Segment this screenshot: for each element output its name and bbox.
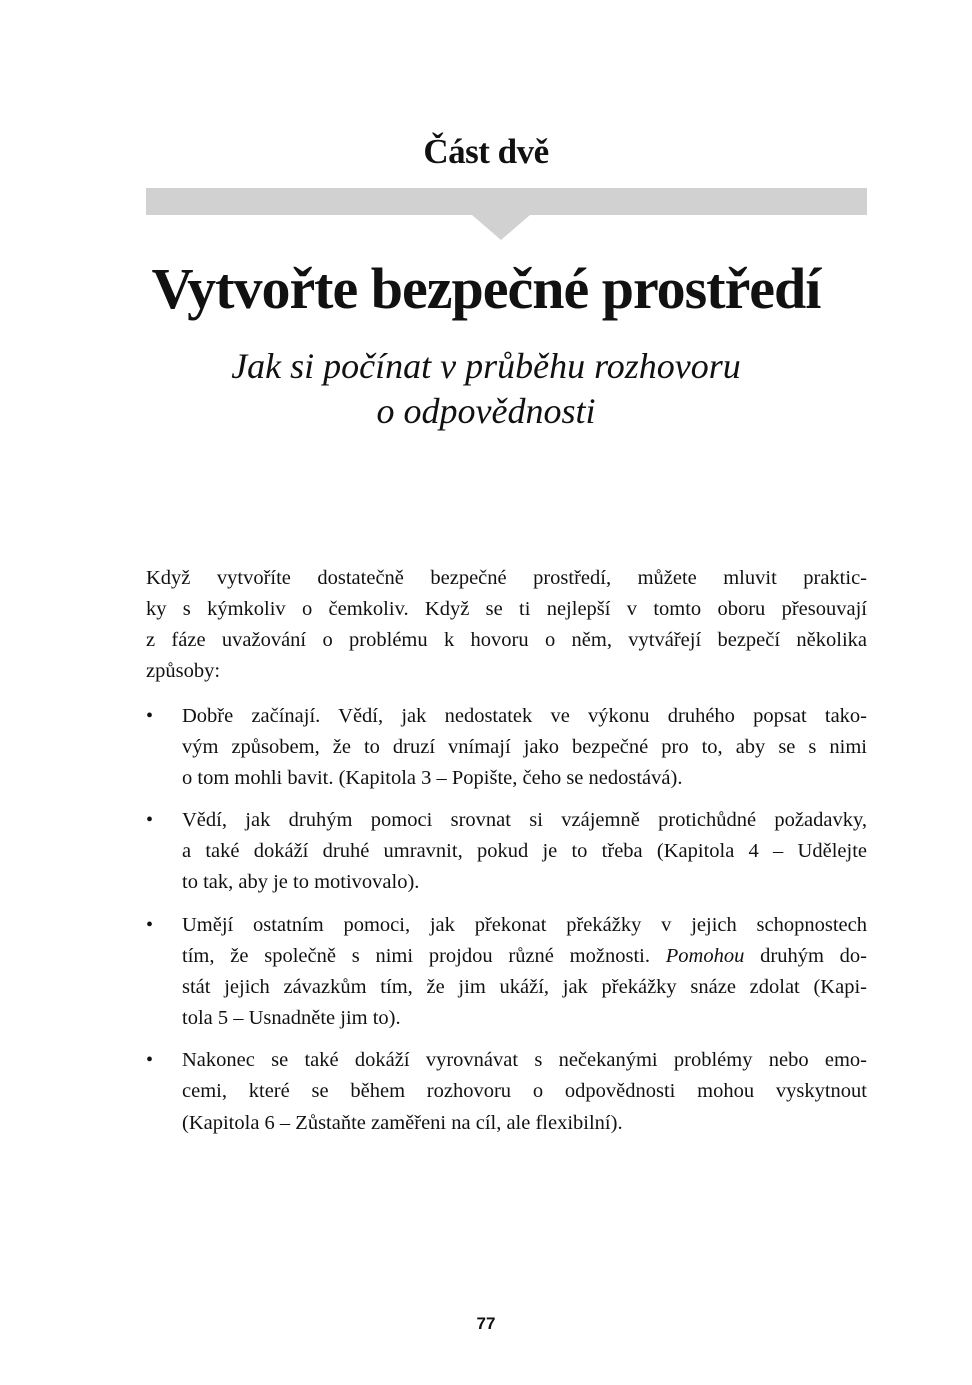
bullet-icon: •: [146, 914, 154, 936]
text-line: vým způsobem, že to druzí vnímají jako bezpečné pro to, aby se s nimi: [182, 736, 867, 758]
text-line: a také dokáží druhé umravnit, pokud je to třeba (Kapitola 4 – Udělejte: [182, 840, 867, 862]
text-line: Dobře začínají. Vědí, jak nedostatek ve výkonu druhého popsat tako-: [182, 705, 867, 727]
text-line: z fáze uvažování o problému k hovoru o něm, vytvářejí bezpečí několika: [146, 629, 867, 651]
text-line: Vědí, jak druhým pomoci srovnat si vzájemně protichůdné požadavky,: [182, 809, 867, 831]
text-line: cemi, které se během rozhovoru o odpovědnosti mohou vyskytnout: [182, 1080, 867, 1102]
text-line: stát jejich závazkům tím, že jim ukáží, jak překážky snáze zdolat (Kapi-: [182, 976, 867, 998]
text-line: o tom mohli bavit. (Kapitola 3 – Popište, čeho se nedostává).: [182, 767, 683, 789]
text-line: (Kapitola 6 – Zůstaňte zaměřeni na cíl, ale flexibilní).: [182, 1112, 623, 1134]
text-line: [182, 944, 867, 968]
text-line: tola 5 – Usnadněte jim to).: [182, 1007, 401, 1029]
text-line: to tak, aby je to motivovalo).: [182, 871, 420, 893]
subtitle-line: Jak si počínat v průběhu rozhovoru: [231, 346, 741, 386]
text-segment: druhým do-: [744, 945, 867, 967]
text-line: Umějí ostatním pomoci, jak překonat překážky v jejich schopnostech: [182, 914, 867, 936]
bullet-icon: •: [146, 809, 154, 831]
chapter-title: Vytvořte bezpečné prostředí: [151, 256, 821, 321]
text-line: Nakonec se také dokáží vyrovnávat s nečekanými problémy nebo emo-: [182, 1049, 867, 1071]
part-heading: Část dvě: [423, 132, 549, 171]
bullet-icon: •: [146, 1049, 154, 1071]
text-line: Když vytvoříte dostatečně bezpečné prostředí, můžete mluvit praktic-: [146, 567, 867, 589]
text-line: ky s kýmkoliv o čemkoliv. Když se ti nejlepší v tomto oboru přesouvají: [146, 598, 867, 620]
bullet-icon: •: [146, 705, 154, 727]
text-line: způsoby:: [146, 660, 221, 682]
page-number: 77: [476, 1314, 496, 1333]
subtitle-line: o odpovědnosti: [376, 391, 596, 431]
text-segment: tím, že společně s nimi projdou různé možnosti.: [182, 945, 666, 967]
divider-bar: [146, 188, 867, 215]
emphasis-text: Pomohou: [665, 945, 745, 967]
divider-arrow: [472, 215, 530, 240]
